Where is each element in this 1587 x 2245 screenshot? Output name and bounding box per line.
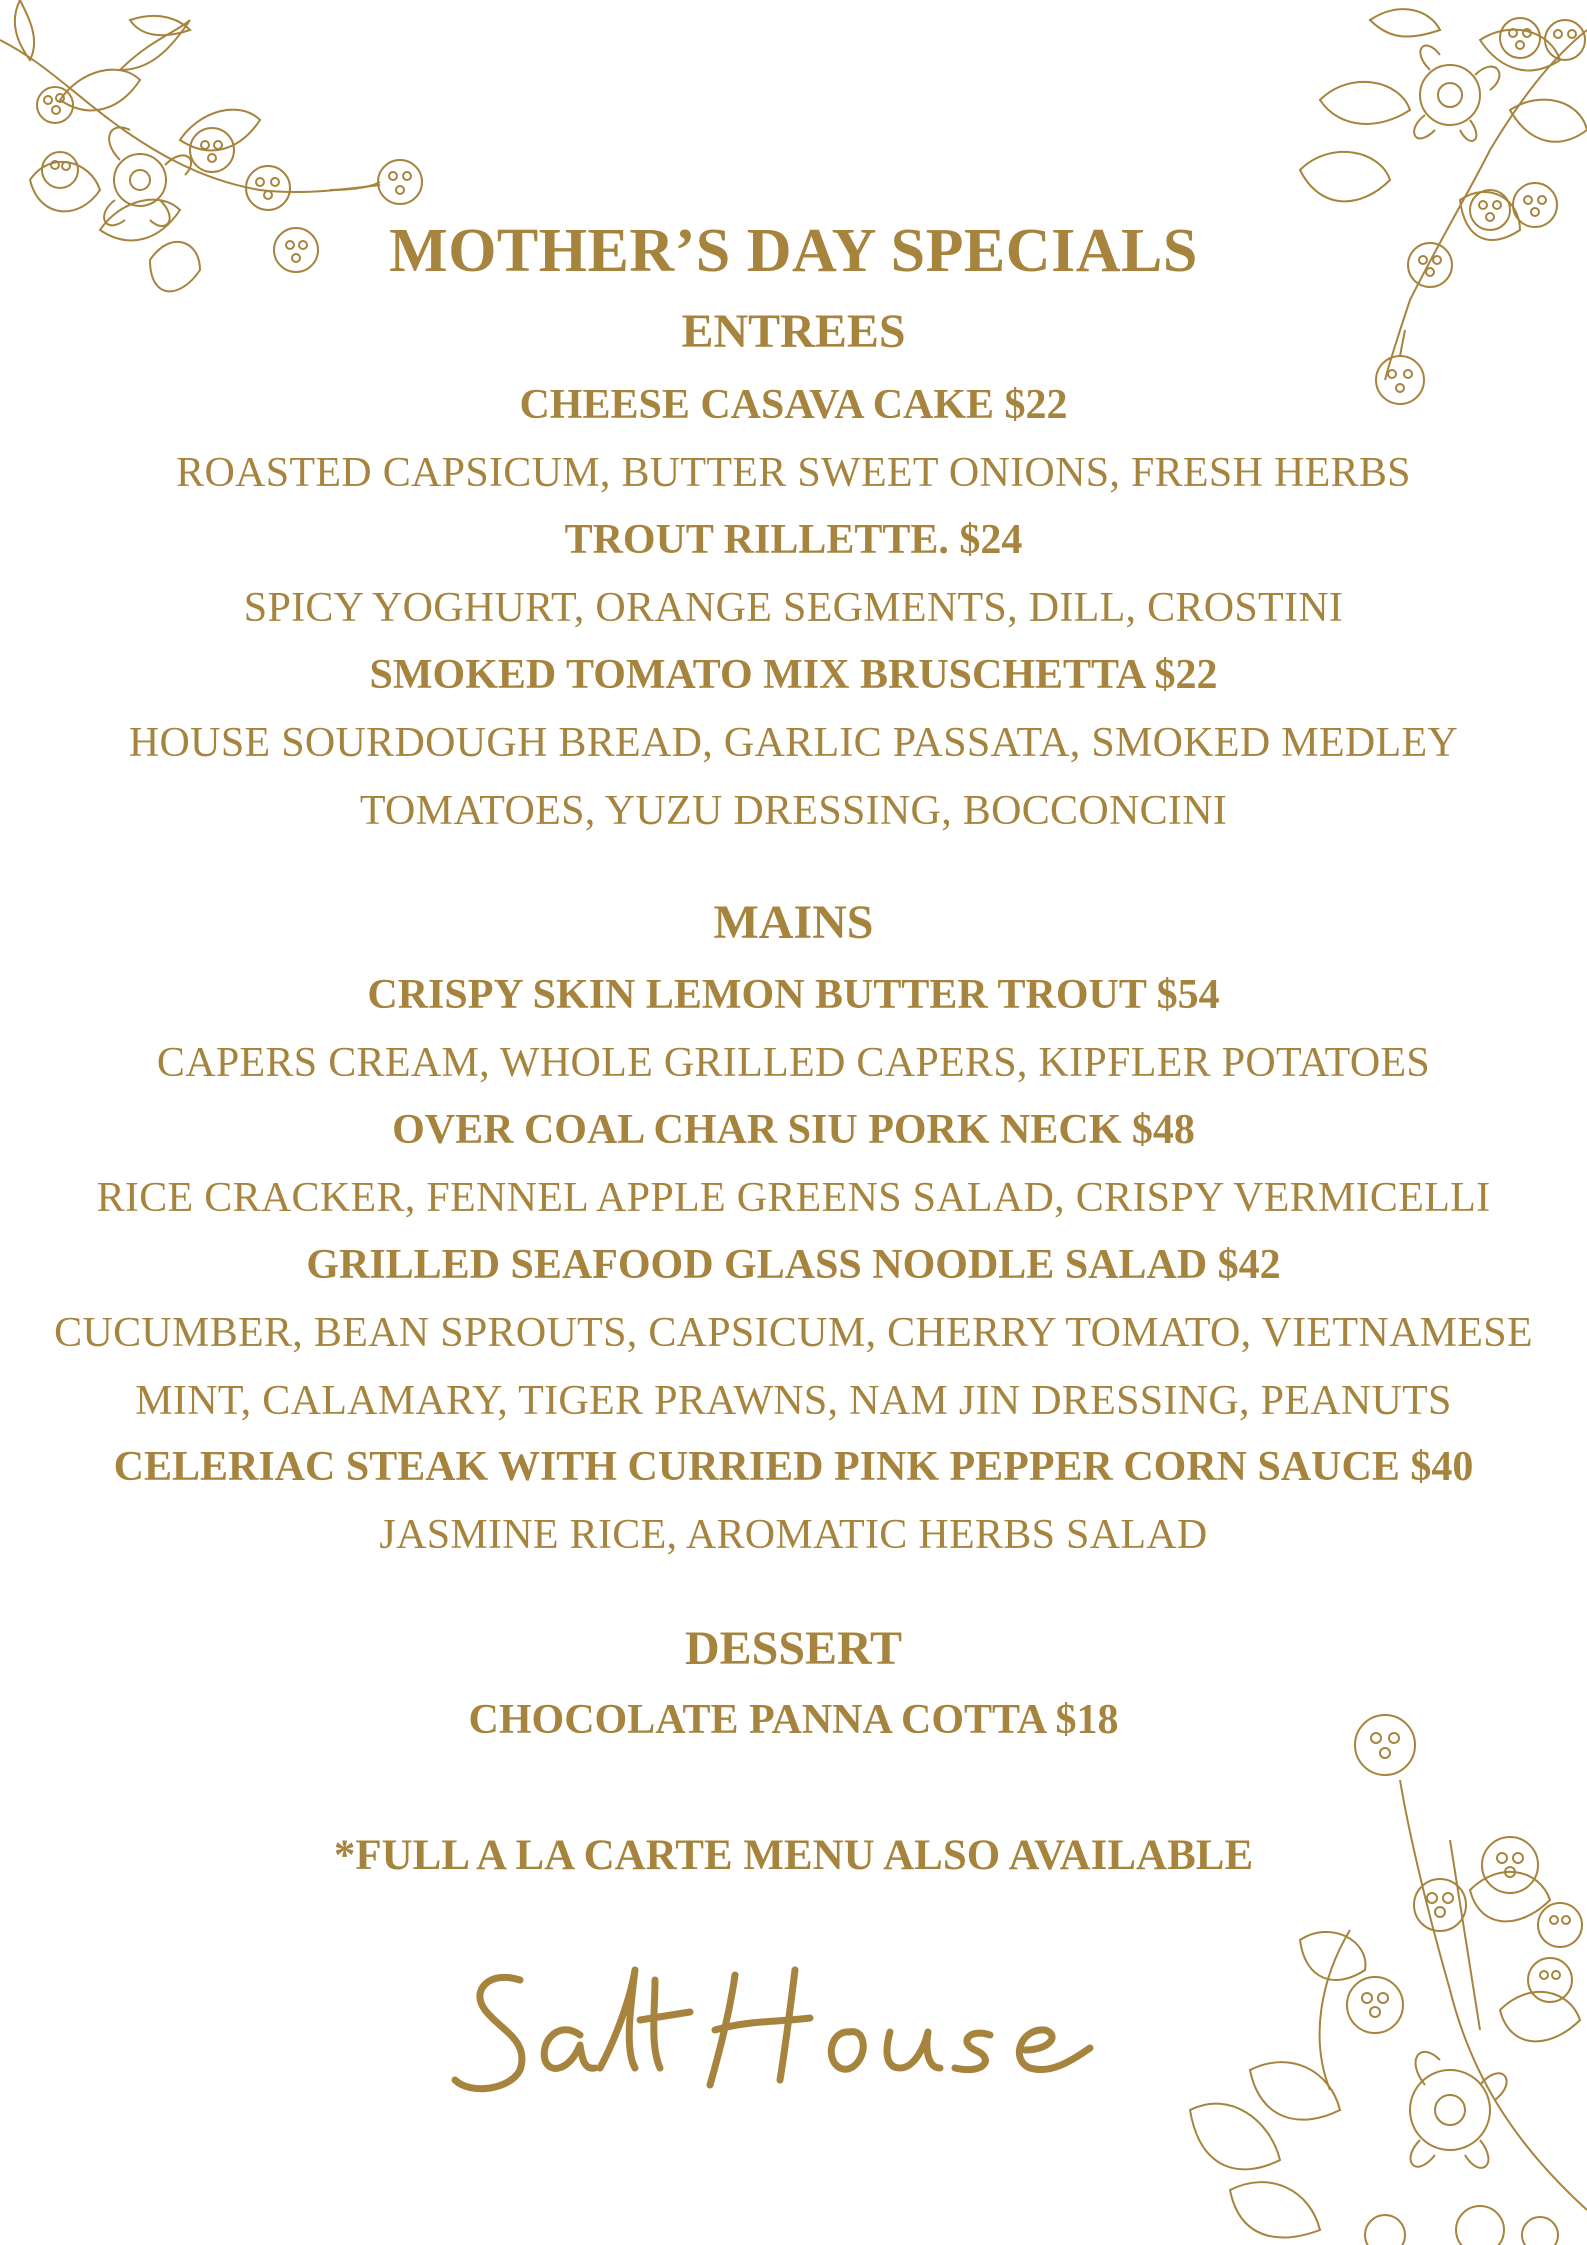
dish-description: JASMINE RICE, AROMATIC HERBS SALAD (379, 1512, 1208, 1558)
section-heading-entrees: ENTREES (681, 305, 906, 358)
footnote: *FULL A LA CARTE MENU ALSO AVAILABLE (333, 1832, 1254, 1879)
dish-name: CELERIAC STEAK WITH CURRIED PINK PEPPER CORN SAUCE $40 (113, 1444, 1474, 1490)
dish-description: MINT, CALAMARY, TIGER PRAWNS, NAM JIN DRESSING, PEANUTS (135, 1378, 1452, 1424)
dish-description: HOUSE SOURDOUGH BREAD, GARLIC PASSATA, SMOKED MEDLEY (128, 720, 1459, 766)
section-heading-mains: MAINS (713, 896, 874, 949)
dish-name: GRILLED SEAFOOD GLASS NOODLE SALAD $42 (306, 1242, 1281, 1288)
dish-name: CRISPY SKIN LEMON BUTTER TROUT $54 (367, 972, 1220, 1018)
dish-name: CHOCOLATE PANNA COTTA $18 (468, 1697, 1119, 1743)
dish-name: TROUT RILLETTE. $24 (564, 517, 1023, 563)
dish-name: CHEESE CASAVA CAKE $22 (519, 382, 1068, 428)
floral-top-left-icon (0, 0, 440, 350)
page-title: MOTHER’S DAY SPECIALS (389, 217, 1198, 285)
dish-description: CAPERS CREAM, WHOLE GRILLED CAPERS, KIPFLER POTATOES (156, 1040, 1431, 1086)
dish-description: CUCUMBER, BEAN SPROUTS, CAPSICUM, CHERRY TOMATO, VIETNAMESE (54, 1310, 1533, 1356)
dish-description: TOMATOES, YUZU DRESSING, BOCCONCINI (359, 788, 1228, 834)
brand-name (0, 1990, 1587, 1991)
dish-name: SMOKED TOMATO MIX BRUSCHETTA $22 (369, 652, 1218, 698)
dish-name: OVER COAL CHAR SIU PORK NECK $48 (392, 1107, 1195, 1153)
dish-description: ROASTED CAPSICUM, BUTTER SWEET ONIONS, FRESH HERBS (176, 450, 1411, 496)
section-heading-dessert: DESSERT (684, 1622, 903, 1675)
dish-description: SPICY YOGHURT, ORANGE SEGMENTS, DILL, CROSTINI (243, 585, 1344, 631)
dish-description: RICE CRACKER, FENNEL APPLE GREENS SALAD, CRISPY VERMICELLI (96, 1175, 1491, 1221)
brand-logo (450, 1950, 1140, 2100)
floral-bottom-right-icon (1150, 1690, 1587, 2245)
